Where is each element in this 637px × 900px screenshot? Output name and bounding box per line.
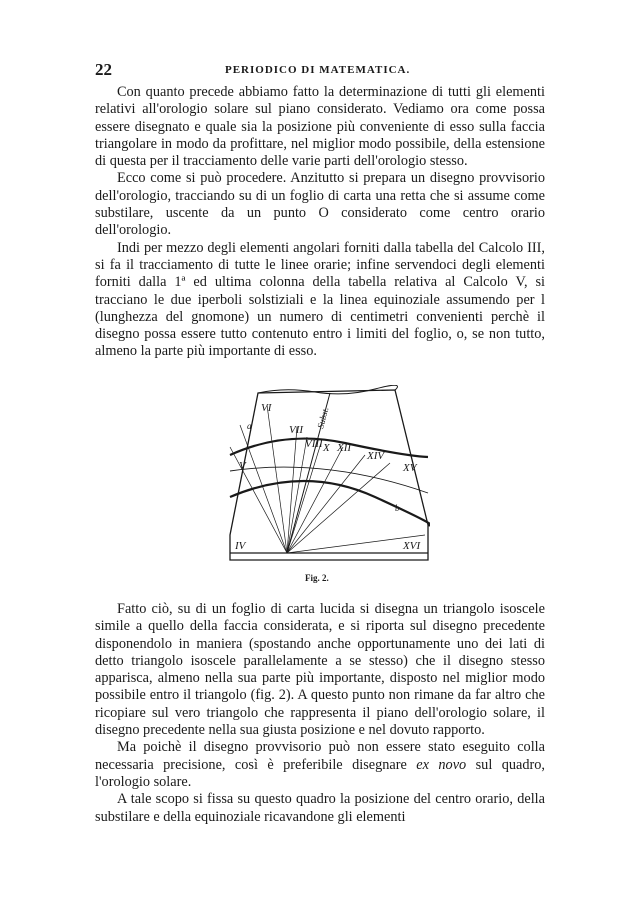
label-substilare: Subst. xyxy=(315,405,331,430)
triangle-frame xyxy=(230,390,428,560)
paragraph: A tale scopo si fissa su questo quadro la posizione del centro orario, della substilare e della equinoziale ricavandone gli elementi xyxy=(95,791,545,825)
label-xii: XII xyxy=(337,442,352,454)
label-vii: VII xyxy=(289,424,304,436)
page-number: 22 xyxy=(95,60,112,79)
equinoctial-line xyxy=(230,467,428,493)
label-mark-a: a xyxy=(247,421,252,431)
body-text-top xyxy=(95,84,545,361)
paragraph: Indi per mezzo degli elementi angolari forniti dalla tabella del Calcolo III, si fa il tracciamento di tutte le linee orarie; infine servendoci degli elementi forniti dalla 1ª ed ultima colonna della tabella relativa al Calcolo V, si tracciano le due iperboli solstiziali e la linea equinoziale assumendo per l (lunghezza del gnomone) un numero di centimetri convenienti perchè il disegno possa essere tutto contenuto entro i limiti del foglio, o, se non tutto, almeno la parte più importante di esso. xyxy=(95,239,545,360)
label-xiv: XIV xyxy=(367,450,385,462)
label-x: X xyxy=(323,442,330,454)
label-mark-b: b xyxy=(395,503,400,513)
label-xvi: XVI xyxy=(403,540,421,552)
body-text-bottom xyxy=(95,601,545,826)
paragraph: Ecco come si può procedere. Anzitutto si prepara un disegno provvisorio dell'orologio, tracciando su di un foglio di carta una retta che si assume come substilare, uscente da un punto O considerato come centro orario dell'orologio. xyxy=(95,170,545,239)
label-xv: XV xyxy=(403,462,417,474)
figure-caption: Fig. 2. xyxy=(305,573,329,583)
label-viii: VIII xyxy=(305,438,323,450)
paragraph: Con quanto precede abbiamo fatto la determinazione di tutti gli elementi relativi all'orologio solare sul piano considerato. Vediamo ora come possa essere disegnato e quale sia la posizione più conveniente di esso sulla faccia triangolare in modo da profittare, nel miglior modo possibile, della estensione di questa per il tracciamento delle varie parti dell'orologio stesso. xyxy=(95,84,545,170)
label-v: V xyxy=(239,460,246,472)
paragraph: Ma poichè il disegno provvisorio può non essere stato eseguito colla necessaria precisione, così è preferibile disegnare ex novo sul quadro, l'orologio solare. xyxy=(95,739,545,790)
running-title: PERIODICO DI MATEMATICA. xyxy=(225,64,411,76)
emphasis: ex novo xyxy=(416,756,467,773)
paragraph: Fatto ciò, su di un foglio di carta lucida si disegna un triangolo isoscele simile a quello della faccia considerata, e si riporta sul disegno precedente disponendolo in maniera (spostando anche opportunamente uno dei lati di detto triangolo isoscele parallelamente a se stesso) che il disegno stesso apparisca, almeno nella sua parte più importante, disposto nel miglior modo possibile entro il triangolo (fig. 2). A questo punto non rimane da far altro che ricopiare sul vero triangolo che rappresenta il piano dell'orologio solare, il disegno precedente nella sua giusta posizione e nel dovuto rapporto. xyxy=(95,601,545,739)
label-vi: VI xyxy=(261,402,272,414)
page-header xyxy=(95,60,545,80)
sundial-figure xyxy=(225,385,430,580)
label-iv: IV xyxy=(235,540,246,552)
